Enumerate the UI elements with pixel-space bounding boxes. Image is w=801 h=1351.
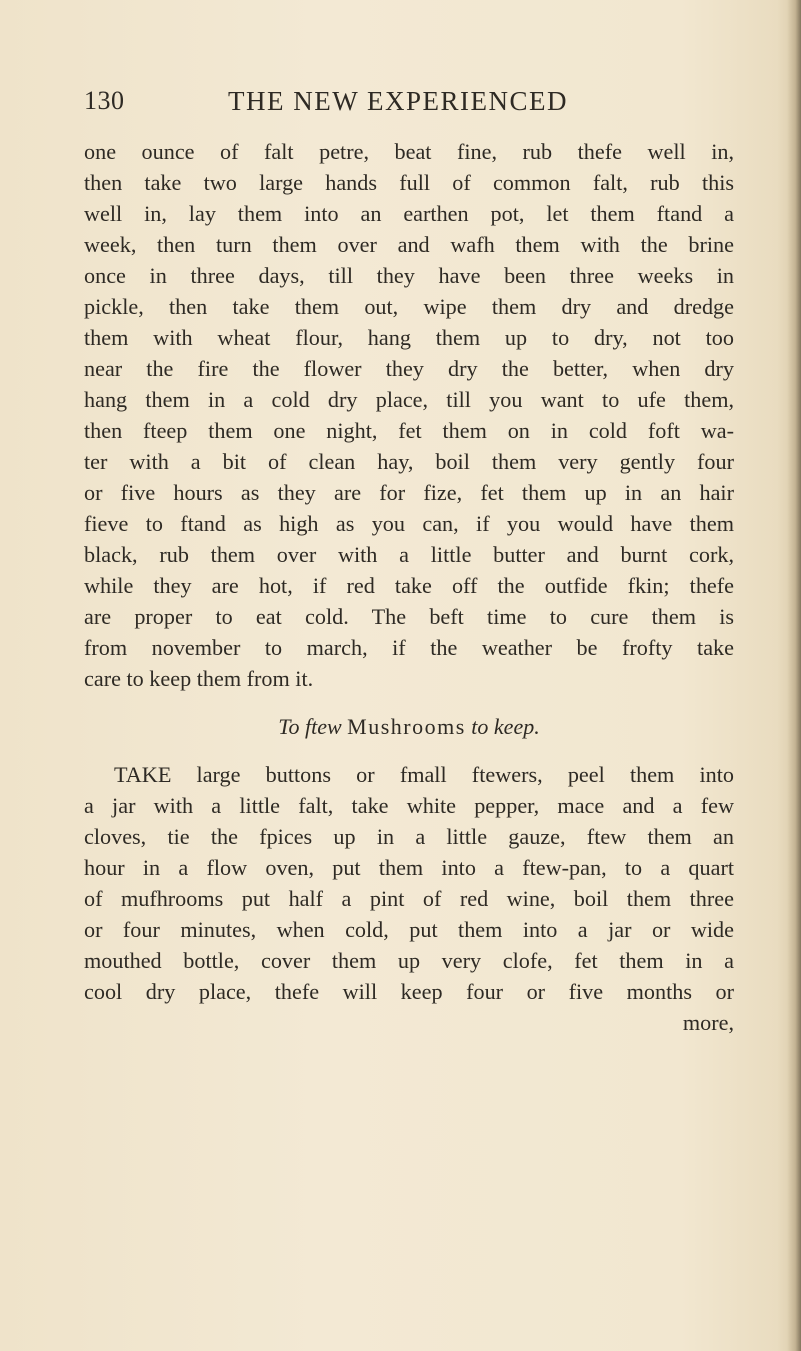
- text-line: mouthed bottle, cover them up very clofe, fet them in a: [84, 948, 734, 973]
- text-line: hour in a flow oven, put them into a ftew-pan, to a quart: [84, 855, 734, 880]
- text-line: black, rub them over with a little butter and burnt cork,: [84, 542, 734, 567]
- text-line: once in three days, till they have been three weeks in: [84, 263, 734, 288]
- heading-prefix: To ftew: [278, 714, 342, 739]
- page-number: 130: [84, 86, 125, 115]
- text-line: hang them in a cold dry place, till you want to ufe them,: [84, 387, 734, 412]
- text-line: care to keep them from it.: [84, 666, 314, 691]
- text-line: ter with a bit of clean hay, boil them very gently four: [84, 449, 734, 474]
- running-head: THE NEW EXPERIENCED: [228, 86, 568, 116]
- text-line: cool dry place, thefe will keep four or five months or: [84, 979, 734, 1004]
- recipe-heading: [84, 694, 734, 759]
- heading-subject: Mushrooms: [347, 714, 466, 739]
- text-line: TAKE large buttons or fmall ftewers, peel them into: [114, 762, 734, 787]
- text-line: then take two large hands full of common falt, rub this: [84, 170, 734, 195]
- text-line: fieve to ftand as high as you can, if you would have them: [84, 511, 734, 536]
- text-line: then fteep them one night, fet them on in cold foft wa-: [84, 418, 734, 443]
- text-line: well in, lay them into an earthen pot, let them ftand a: [84, 201, 734, 226]
- text-line: a jar with a little falt, take white pepper, mace and a few: [84, 793, 734, 818]
- text-line: or four minutes, when cold, put them into a jar or wide: [84, 917, 734, 942]
- text-line: pickle, then take them out, wipe them dry and dredge: [84, 294, 734, 319]
- page-header: [84, 86, 644, 126]
- text-line: near the fire the flower they dry the better, when dry: [84, 356, 734, 381]
- text-line: or five hours as they are for fize, fet them up in an hair: [84, 480, 734, 505]
- text-line: one ounce of falt petre, beat fine, rub thefe well in,: [84, 139, 734, 164]
- text-line: week, then turn them over and wafh them with the brine: [84, 232, 734, 257]
- text-line: are proper to eat cold. The beft time to cure them is: [84, 604, 734, 629]
- text-line: cloves, tie the fpices up in a little gauze, ftew them an: [84, 824, 734, 849]
- catchword: more,: [682, 1010, 734, 1035]
- text-line: while they are hot, if red take off the outfide fkin; thefe: [84, 573, 734, 598]
- heading-suffix: to keep.: [471, 714, 540, 739]
- body-text: [84, 136, 734, 1038]
- text-line: from november to march, if the weather be frofty take: [84, 635, 734, 660]
- text-line: them with wheat flour, hang them up to dry, not too: [84, 325, 734, 350]
- page-edge-shadow: [787, 0, 801, 1351]
- text-line: of mufhrooms put half a pint of red wine, boil them three: [84, 886, 734, 911]
